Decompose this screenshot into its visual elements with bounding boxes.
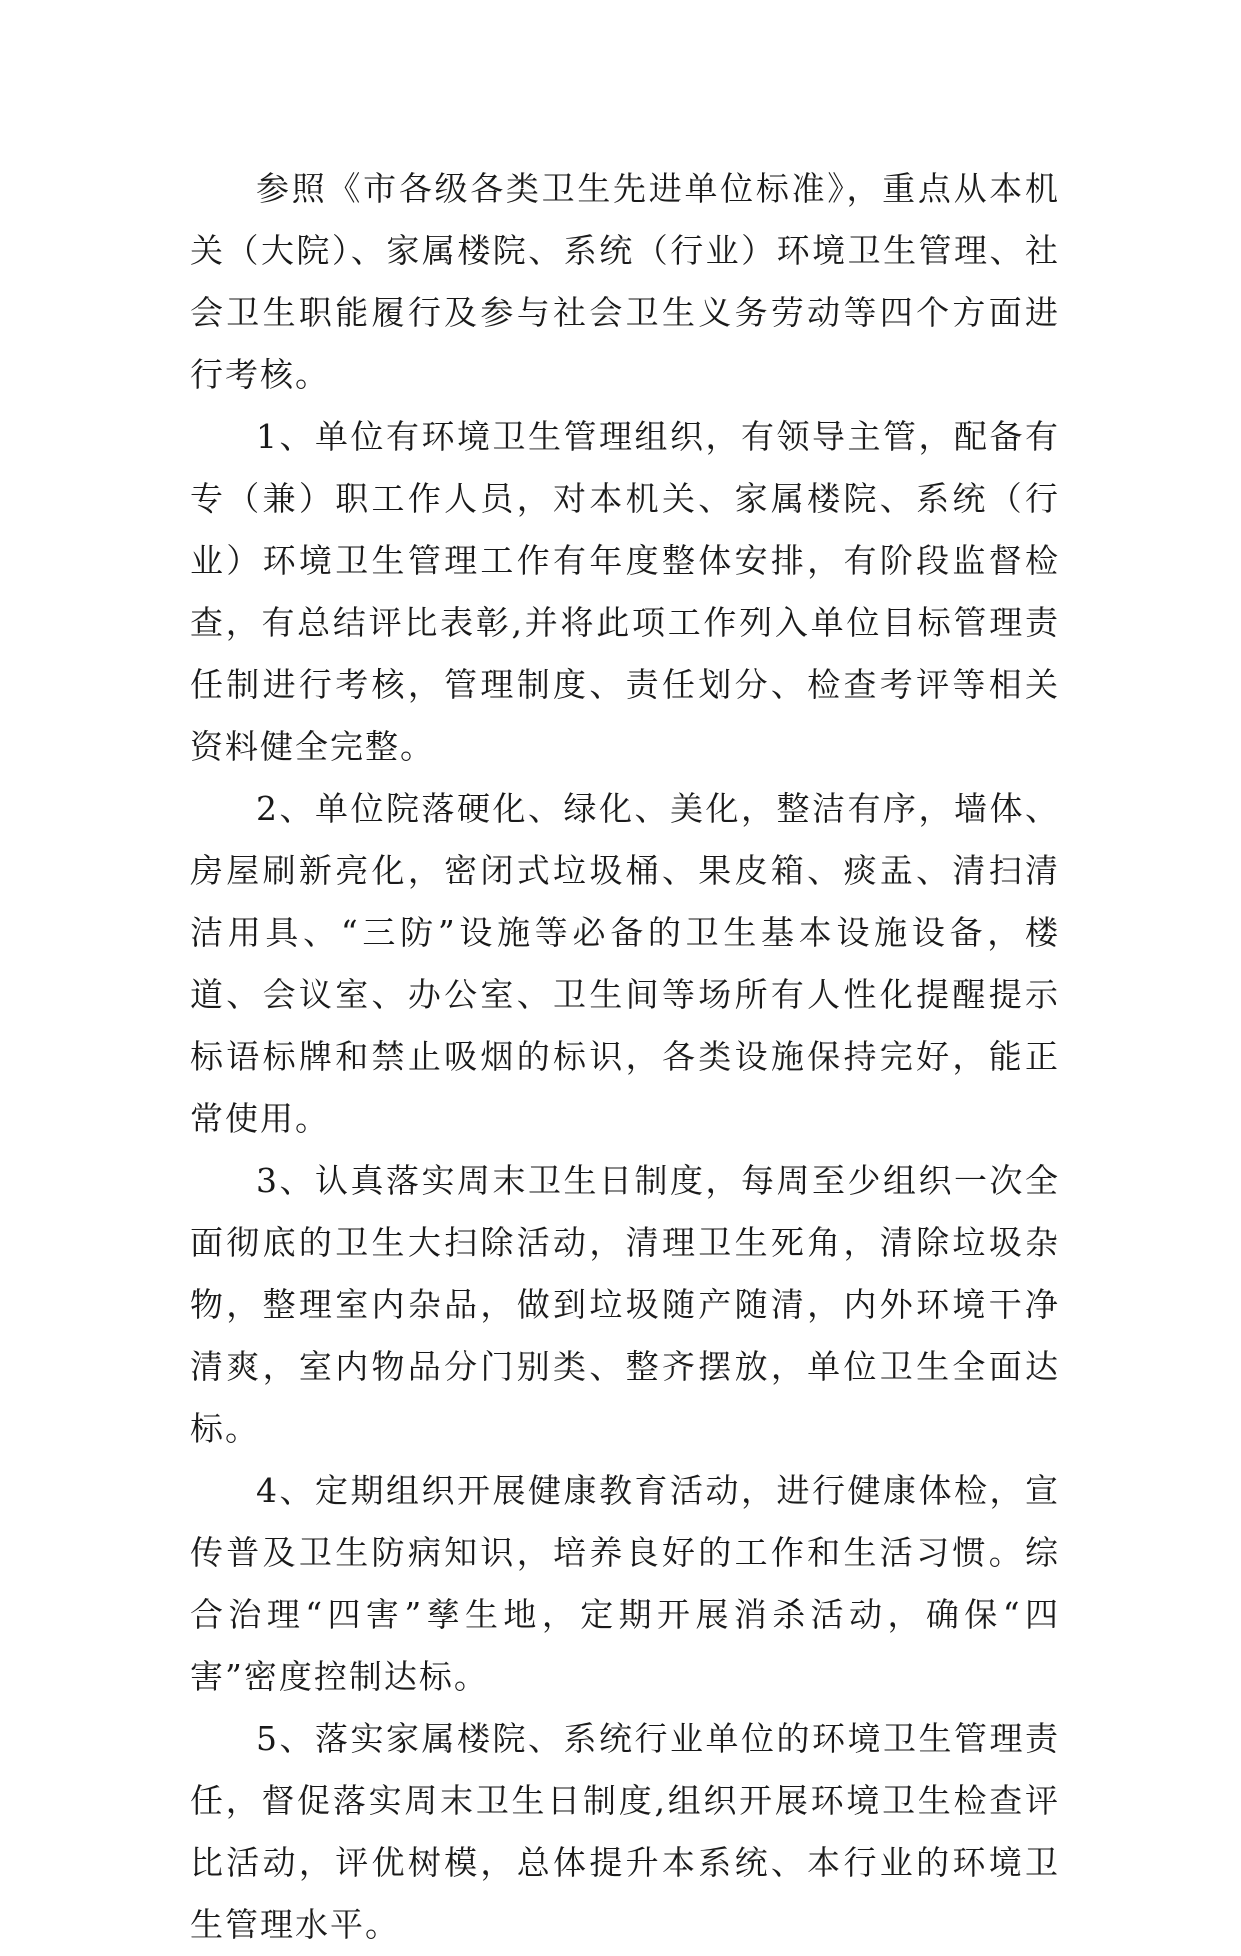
document-body	[190, 158, 1060, 1956]
paragraph-item-1: 1、单位有环境卫生管理组织，有领导主管，配备有专（兼）职工作人员，对本机关、家属楼院、系统（行业）环境卫生管理工作有年度整体安排，有阶段监督检查，有总结评比表彰,并将此项工作列入单位目标管理责任制进行考核，管理制度、责任划分、检查考评等相关资料健全完整。	[190, 417, 1060, 766]
paragraph-intro: 参照《市各级各类卫生先进单位标准》，重点从本机关（大院）、家属楼院、系统（行业）环境卫生管理、社会卫生职能履行及参与社会卫生义务劳动等四个方面进行考核。	[190, 169, 1060, 394]
paragraph-item-5: 5、落实家属楼院、系统行业单位的环境卫生管理责任，督促落实周末卫生日制度,组织开展环境卫生检查评比活动，评优树模，总体提升本系统、本行业的环境卫生管理水平。	[190, 1719, 1060, 1944]
paragraph-item-2: 2、单位院落硬化、绿化、美化，整洁有序，墙体、房屋刷新亮化，密闭式垃圾桶、果皮箱、痰盂、清扫清洁用具、“三防”设施等必备的卫生基本设施设备，楼道、会议室、办公室、卫生间等场所有人性化提醒提示标语标牌和禁止吸烟的标识，各类设施保持完好，能正常使用。	[190, 789, 1060, 1138]
paragraph-item-4: 4、定期组织开展健康教育活动，进行健康体检，宣传普及卫生防病知识，培养良好的工作和生活习惯。综合治理“四害”孳生地，定期开展消杀活动，确保“四害”密度控制达标。	[190, 1471, 1060, 1696]
paragraph-item-3: 3、认真落实周末卫生日制度，每周至少组织一次全面彻底的卫生大扫除活动，清理卫生死角，清除垃圾杂物，整理室内杂品，做到垃圾随产随清，内外环境干净清爽，室内物品分门别类、整齐摆放，单位卫生全面达标。	[190, 1161, 1060, 1448]
